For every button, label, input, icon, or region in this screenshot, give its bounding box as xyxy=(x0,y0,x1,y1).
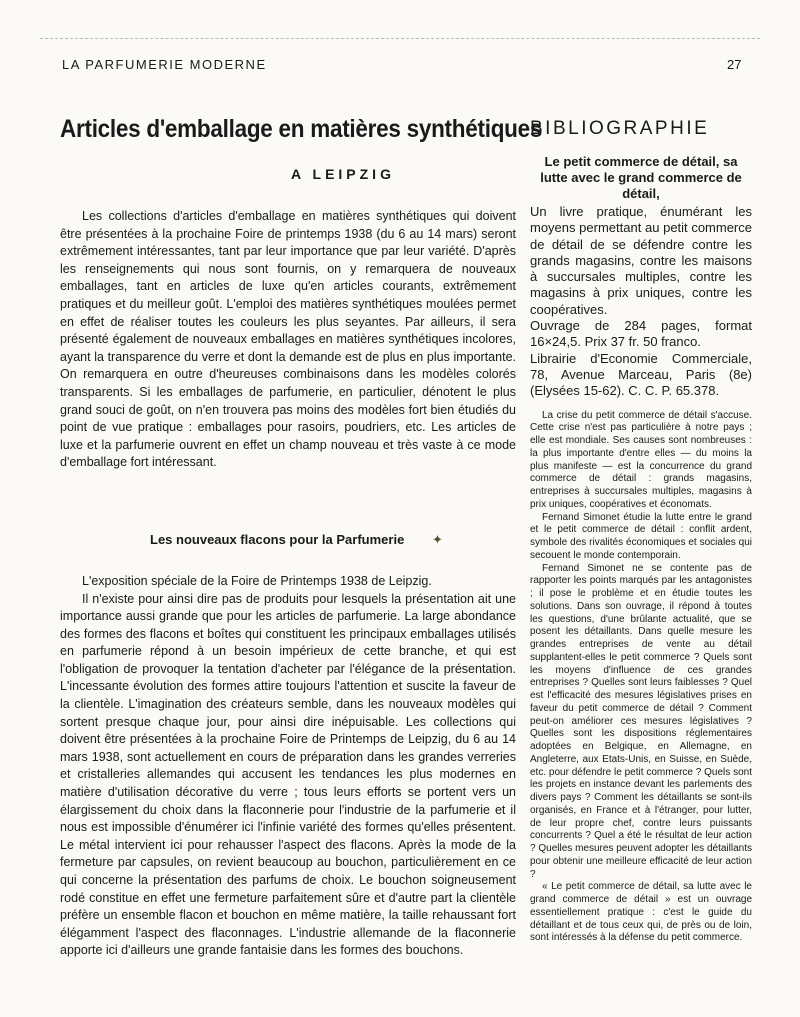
book-review xyxy=(530,410,752,946)
article-body xyxy=(60,208,516,472)
ornament-icon: ✦ xyxy=(432,532,443,547)
section-body xyxy=(60,573,516,960)
bibliography-column xyxy=(530,118,752,945)
review-paragraph: Fernand Simonet ne se contente pas de rapporter les points marqués par les antagonistes ; il pose le problème et en étudie toutes les solutions. Dans son ouvrage, il répond à toutes les questions, d'une brûlante actualité, que se posent les détaillants. Dans quelle mesure les grandes entreprises de vente au détail supplantent-elles le petit commerce ? Quels sont les moyens d'influence de ces grandes entreprises ? Quelles sont leurs faiblesses ? Quel est l'efficacité des mesures législatives prises en faveur du petit commerce de détail ? Comment peut-on améliorer ces mesures législatives ? Quelles sont les dispositions réglementaires adoptées en Belgique, en Allemagne, en Angleterre, aux Etats-Unis, en Suisse, en Suède, etc. pour défendre le petit commerce ? Quels sont les projets en instance devant les parlements des divers pays ? Comment les détaillants se sont-ils organisés, en France et à l'étranger, pour lutter, de leur propre chef, contre leurs puissants concurrents ? Quel a été le résultat de leur action ? Quelles mesures peuvent adopter les détaillants pour obtenir une meilleure efficacité de leur action ? xyxy=(530,562,752,880)
article-subtitle: A LEIPZIG xyxy=(291,166,395,182)
book-title: Le petit commerce de détail, sa lutte avec le grand commerce de détail, xyxy=(540,154,742,201)
section-title: Les nouveaux flacons pour la Parfumerie xyxy=(150,531,405,547)
book-description: Un livre pratique, énumérant les moyens permettant au petit commerce de détail de se défendre contre les grands magasins, contre les maisons à succursales multiples, contre les magasins à prix uniques, contre les coopératives. xyxy=(530,204,752,317)
review-paragraph: La crise du petit commerce de détail s'accuse. Cette crise n'est pas particulière à notre pays ; elle est mondiale. Ses causes sont nombreuses : la plus importante d'entre elles — du moins la plus manifeste — est la concurrence du grand commerce de détail : grands magasins, entreprises à succursales multiples, magasins à prix uniques, coopératives et économats. xyxy=(530,409,752,510)
running-head: LA PARFUMERIE MODERNE xyxy=(62,57,267,72)
article-paragraph: Les collections d'articles d'emballage en matières synthétiques qui doivent être présentées à la prochaine Foire de printemps 1938 (du 6 au 14 mars) seront extrêmement intéressantes, tant par leur importance que par leur variété. D'après les renseignements qui nous sont fournis, on y remarquera de nouveaux emballages, tant en articles de luxe qu'en articles courants, extrêmement pratiques et du meilleur goût. L'emploi des matières synthétiques moulées permet en effet de réaliser toutes les couleurs les plus seyantes. Par ailleurs, il sera présenté également de nouveaux emballages en matières synthétiques incolores, ayant la transparence du verre et dont la demande est de plus en plus importante. On remarquera en outre d'heureuses combinaisons dans les modèles colorés transparents. Si les emballages de parfumerie, en particulier, dénotent le plus grand souci de goût, on n'en trouvera pas moins des modèles fort bien étudiés du point de vue pratique : emballages pour rasoirs, poudriers, etc. Les articles de luxe et la parfumerie ouvrent en effet un champ nouveau et très vaste à ce mode d'emballage fort intéressant. xyxy=(60,209,516,470)
page-number: 27 xyxy=(727,57,742,72)
section-paragraph: Il n'existe pour ainsi dire pas de produits pour lesquels la présentation ait une importance aussi grande que pour les articles de parfumerie. La large abondance des formes des flacons et boîtes qui constituent les principaux emballages utilisés en parfumerie répond à un besoin impérieux de cette branche, et qui est l'obligation de provoquer la tentation d'acheter par l'élégance de la présentation. L'incessante évolution des formes attire toujours l'attention et suscite la faveur de la clientèle. L'imagination des créateurs semble, dans les nouveaux modèles qui sortent presque chaque jour, pour ainsi dire inépuisable. Les collections qui doivent être présentées à la prochaine Foire de Printemps de Leipzig, du 6 au 14 mars 1938, sont actuellement en cours de préparation dans les grandes verreries et cristalleries allemandes qui accusent les tendances les plus modernes en matière d'utilisation décorative du verre ; tous leurs efforts se portent vers un élargissement du choix dans la flaconnerie pour l'industrie de la parfumerie et il nous est impossible d'énumérer ici l'infinie variété des formes qu'elles présentent. Le métal intervient ici pour rehausser l'aspect des flacons. Après la mode de la fermeture par capsules, on revient beaucoup au bouchon, particulièrement en ce qui concerne la présentation des parfums de choix. Le bouchon soigneusement rodé constitue en effet une fermeture parfaitement sûre et d'autre part la clientèle préfère un ensemble flacon et bouchon en même matière, la taille rehaussant fort élégamment l'aspect des flaconnages. L'industrie allemande de la flaconnerie apporte ici d'ailleurs une grande fantaisie dans les formes des bouchons. xyxy=(60,591,516,958)
header-rule xyxy=(40,38,760,39)
section-paragraph: L'exposition spéciale de la Foire de Printemps 1938 de Leipzig. xyxy=(82,573,432,588)
article-title: Articles d'emballage en matières synthétiques xyxy=(60,115,543,143)
book-details xyxy=(530,204,752,400)
book-publisher: Librairie d'Economie Commerciale, 78, Avenue Marceau, Paris (8e) (Elysées 15-62). C. C. P. 65.378. xyxy=(530,350,752,399)
bibliography-heading: BIBLIOGRAPHIE xyxy=(530,118,710,139)
review-paragraph: « Le petit commerce de détail, sa lutte avec le grand commerce de détail » est un ouvrage essentiellement pratique : c'est le guide du détaillant et de tous ceux qui, de près ou de loin, sont intéressés à la défense du petit commerce. xyxy=(530,881,752,944)
main-column xyxy=(60,112,543,960)
review-paragraph: Fernand Simonet étudie la lutte entre le grand et le petit commerce de détail : conflit ardent, symbole des rivalités économiques et sociales qui secouent le monde contemporain. xyxy=(530,511,752,561)
book-format-price: Ouvrage de 284 pages, format 16×24,5. Prix 37 fr. 50 franco. xyxy=(530,318,752,350)
